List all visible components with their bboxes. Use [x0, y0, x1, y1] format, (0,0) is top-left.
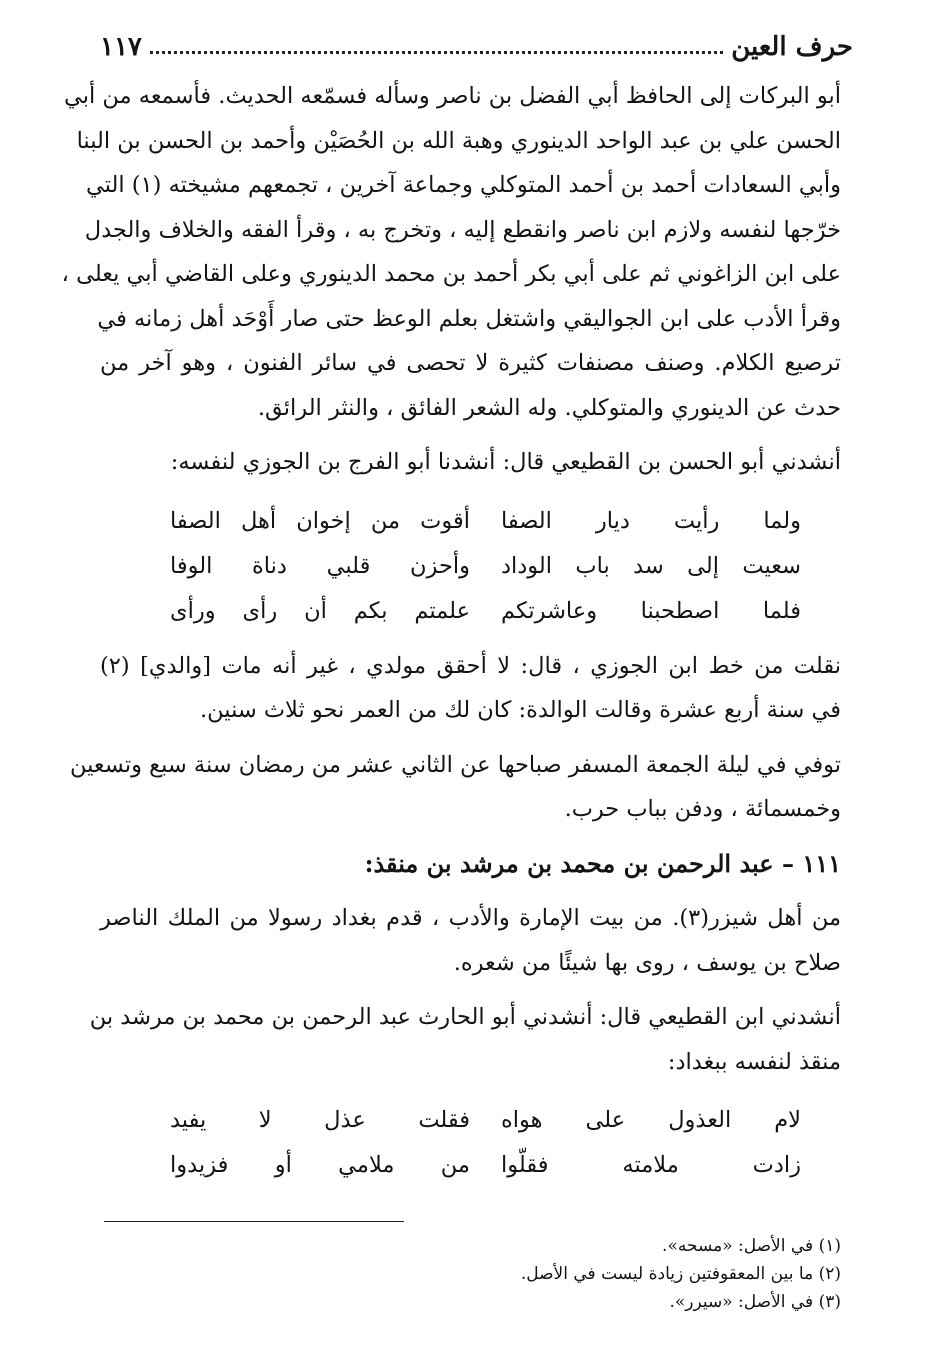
page-body — [61, 74, 841, 1188]
text-line: منقذ لنفسه ببغداد: — [667, 1048, 841, 1075]
poem-verse — [100, 589, 841, 634]
paragraph-birth — [100, 644, 841, 733]
text-line: أنشدني ابن القطيعي قال: أنشدني أبو الحارث عبد الرحمن بن محمد بن مرشد بن — [89, 1004, 841, 1030]
running-title: حرف العين — [731, 32, 853, 62]
paragraph-death — [70, 743, 841, 832]
verse-second-hemistich: من ملامي أو فزيدوا — [170, 1152, 470, 1178]
verse-second-hemistich: علمتم بكم أن رأى ورأى — [170, 597, 470, 624]
verse-first-hemistich: ولما رأيت ديار الصفا — [501, 507, 801, 534]
footnote-separator — [104, 1221, 404, 1222]
poem-ibn-munqidh — [100, 1098, 841, 1188]
text-line: من أهل شيزر(٣). من بيت الإمارة والأدب ، قدم بغداد رسولا من الملك الناصر — [100, 905, 841, 931]
verse-second-hemistich: وأحزن قلبي دناة الوفا — [170, 552, 470, 579]
verse-first-hemistich: فلما اصطحبنا وعاشرتكم — [501, 597, 801, 624]
text-line: أبو البركات إلى الحافظ أبي الفضل بن ناصر وسأله فسمّعه الحديث. فأسمعه من أبي — [64, 83, 841, 109]
text-line: صلاح بن يوسف ، روى بها شيئًا من شعره. — [453, 949, 841, 976]
entry-title: ١١١ – عبد الرحمن بن محمد بن مرشد بن منقذ: — [364, 848, 841, 878]
text-line: على ابن الزاغوني ثم على أبي بكر أحمد بن محمد الدينوري وعلى القاضي أبي يعلى ، — [61, 261, 841, 287]
text-line: وأبي السعادات أحمد بن أحمد المتوكلي وجماعة آخرين ، تجمعهم مشيخته (١) التي — [85, 172, 841, 198]
footnote: (٢) ما بين المعقوفتين زيادة ليست في الأصل. — [520, 1264, 841, 1284]
text-line: وقرأ الأدب على ابن الجواليقي واشتغل بعلم الوعظ حتى صار أَوْحَد أهل زمانه في — [97, 305, 841, 332]
poem-intro: أنشدني أبو الحسن بن القطيعي قال: أنشدنا أبو الفرج بن الجوزي لنفسه: — [170, 449, 841, 475]
text-line: خرّجها لنفسه ولازم ابن ناصر وانقطع إليه ، وتخرج به ، وقرأ الفقه والخلاف والجدل — [84, 216, 841, 243]
text-line: حدث عن الدينوري والمتوكلي. وله الشعر الفائق ، والنثر الرائق. — [257, 394, 841, 421]
poem-verse — [100, 544, 841, 589]
text-line: في سنة أربع عشرة وقالت الوالدة: كان لك من العمر نحو ثلاث سنين. — [200, 697, 841, 723]
poem-verse — [100, 1143, 841, 1188]
text-line: وخمسمائة ، ودفن بباب حرب. — [564, 796, 841, 822]
page-number: ١١٧ — [100, 32, 142, 62]
paragraph-origin — [100, 896, 841, 985]
verse-first-hemistich: سعيت إلى سد باب الوداد — [501, 552, 801, 579]
verse-second-hemistich: أقوت من إخوان أهل الصفا — [170, 507, 470, 534]
page-header — [100, 22, 853, 62]
verse-second-hemistich: فقلت عذل لا يفيد — [170, 1107, 470, 1133]
verse-first-hemistich: زادت ملامته فقلّوا — [501, 1152, 801, 1178]
poem-verse — [100, 1098, 841, 1143]
paragraph-biography — [61, 74, 841, 430]
text-line: توفي في ليلة الجمعة المسفر صباحها عن الثاني عشر من رمضان سنة سبع وتسعين — [70, 751, 841, 778]
text-line: ترصيع الكلام. وصنف مصنفات كثيرة لا تحصى في سائر الفنون ، وهو آخر من — [100, 350, 841, 376]
paragraph-poem-intro — [89, 995, 841, 1084]
footnotes — [400, 1232, 841, 1316]
header-leader-dots — [150, 51, 723, 54]
verse-first-hemistich: لام العذول على هواه — [501, 1107, 801, 1133]
footnote: (٣) في الأصل: «سيرر». — [669, 1292, 841, 1312]
poem-ibn-al-jawzi — [100, 499, 841, 634]
text-line: نقلت من خط ابن الجوزي ، قال: لا أحقق مولدي ، غير أنه مات [والدي] (٢) — [100, 652, 841, 679]
footnote: (١) في الأصل: «مسحه». — [662, 1236, 841, 1256]
text-line: الحسن علي بن عبد الواحد الدينوري وهبة الله بن الحُصَيْن وأحمد بن الحسن بن البنا — [76, 127, 841, 154]
poem-verse — [100, 499, 841, 544]
